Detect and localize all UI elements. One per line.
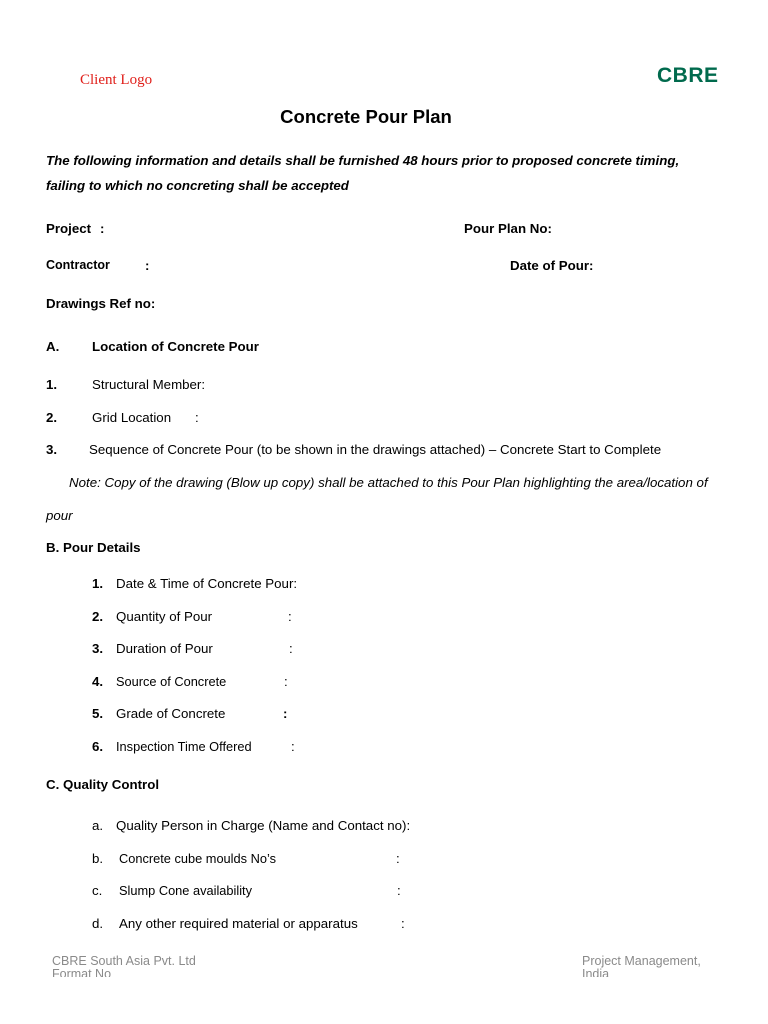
- project-label: Project: [46, 221, 92, 236]
- pour-plan-no-label: Pour Plan No:: [464, 221, 552, 236]
- section-b-item-1-label: Date & Time of Concrete Pour:: [116, 576, 298, 591]
- contractor-colon: :: [145, 258, 150, 273]
- section-c-item-d-label: Any other required material or apparatus: [119, 916, 358, 931]
- footer-company: CBRE South Asia Pvt. Ltd: [52, 955, 196, 968]
- section-c-title: C. Quality Control: [46, 777, 160, 792]
- project-colon: :: [100, 221, 105, 236]
- section-a-note-line-2: pour: [46, 508, 73, 523]
- section-b-item-5-num: 5.: [92, 706, 104, 721]
- section-a-item-3-num: 3.: [46, 442, 58, 457]
- section-a-item-3-label: Sequence of Concrete Pour (to be shown in the drawings attached) – Concrete Start to Complete: [89, 442, 662, 457]
- contractor-label: Contractor: [46, 258, 110, 272]
- footer-left: [52, 955, 272, 977]
- section-c-item-c-colon: :: [397, 883, 401, 898]
- intro-line-1: The following information and details shall be furnished 48 hours prior to proposed concrete timing,: [46, 153, 680, 168]
- footer-region: India: [582, 967, 610, 977]
- section-b-item-4-label: Source of Concrete: [116, 674, 227, 689]
- section-b-title: B. Pour Details: [46, 540, 141, 555]
- section-b-item-3-colon: :: [289, 641, 293, 656]
- section-a-item-1-label: Structural Member:: [92, 377, 206, 392]
- section-b-item-3-label: Duration of Pour: [116, 641, 213, 656]
- section-c-item-d-colon: :: [401, 916, 405, 931]
- section-b-item-1-num: 1.: [92, 576, 104, 591]
- section-c-item-a-num: a.: [92, 818, 104, 833]
- section-b-item-6-label: Inspection Time Offered: [116, 739, 252, 754]
- section-b-item-2-num: 2.: [92, 609, 104, 624]
- date-of-pour-label: Date of Pour:: [510, 258, 594, 273]
- section-c-item-a-label: Quality Person in Charge (Name and Contact no):: [116, 818, 411, 833]
- section-a-title: Location of Concrete Pour: [92, 339, 259, 354]
- section-b-item-5-colon: :: [283, 706, 288, 721]
- section-a-note-line-1: Note: Copy of the drawing (Blow up copy) shall be attached to this Pour Plan highlighting the area/location of: [69, 475, 708, 490]
- section-b-item-6-colon: :: [291, 739, 295, 754]
- section-a-item-2-colon: :: [195, 410, 199, 425]
- intro-line-2: failing to which no concreting shall be accepted: [46, 178, 349, 193]
- section-b-item-2-label: Quantity of Pour: [116, 609, 213, 624]
- section-b-item-3-num: 3.: [92, 641, 104, 656]
- section-a-item-1-num: 1.: [46, 377, 58, 392]
- section-b-item-4-colon: :: [284, 674, 288, 689]
- section-c-item-b-label: Concrete cube moulds No’s: [119, 851, 276, 866]
- client-logo-placeholder: Client Logo: [80, 72, 153, 88]
- section-c-item-c-num: c.: [92, 883, 103, 898]
- footer-format-no: Format No: [52, 967, 112, 977]
- section-b-item-2-colon: :: [288, 609, 292, 624]
- footer-department: Project Management,: [582, 955, 701, 968]
- section-b-item-5-label: Grade of Concrete: [116, 706, 226, 721]
- section-b-item-6-num: 6.: [92, 739, 104, 754]
- cbre-logo: CBRE: [657, 64, 719, 87]
- section-a-item-2-num: 2.: [46, 410, 58, 425]
- section-a-item-2-label: Grid Location: [92, 410, 172, 425]
- footer-right: [582, 955, 732, 977]
- section-c-item-b-colon: :: [396, 851, 400, 866]
- section-c-item-b-num: b.: [92, 851, 104, 866]
- section-c-item-c-label: Slump Cone availability: [119, 883, 253, 898]
- section-a-letter: A.: [46, 339, 60, 354]
- drawings-ref-label: Drawings Ref no:: [46, 296, 156, 311]
- section-b-item-4-num: 4.: [92, 674, 104, 689]
- section-c-item-d-num: d.: [92, 916, 104, 931]
- document-title: Concrete Pour Plan: [280, 106, 452, 127]
